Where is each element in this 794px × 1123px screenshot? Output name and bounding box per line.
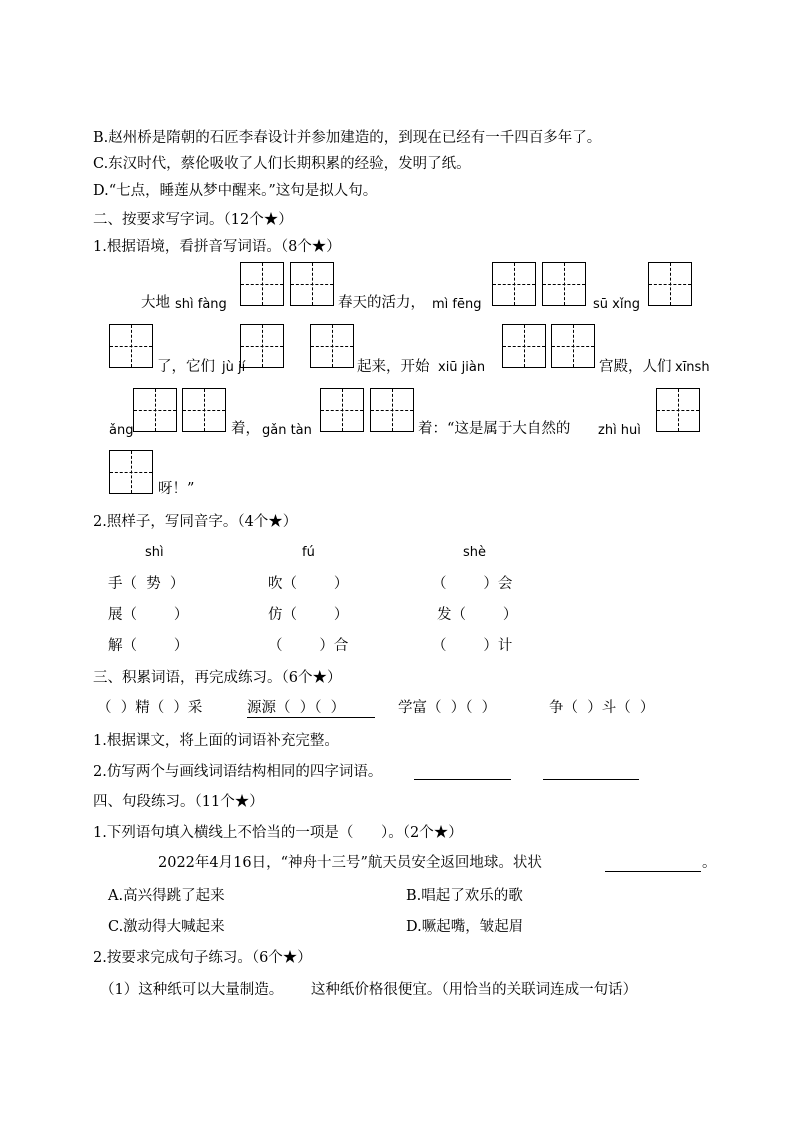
q3-2: 2.仿写两个与画线词语结构相同的四字词语。 [93, 764, 383, 780]
homophone-cell[interactable]: 发（ ） [437, 607, 518, 623]
text-zhe2: 着：“这是属于大自然的 [418, 421, 571, 437]
text-dadi: 大地 [141, 295, 170, 311]
q3-1: 1.根据课文，将上面的词语补充完整。 [93, 733, 339, 749]
idiom-4[interactable]: 争（ ）斗（ ） [549, 700, 655, 716]
idiom-1[interactable]: （ ）精（ ）采 [97, 700, 203, 716]
pinyin-suxing: sū xǐng [593, 297, 640, 312]
text-qilai: 起来，开始 [357, 359, 430, 375]
pinyin-xinsh: xīnsh [675, 360, 710, 375]
section-4-title: 四、句段练习。（11个★） [93, 794, 264, 810]
tian-box[interactable] [240, 324, 284, 368]
option-c: C.东汉时代，蔡伦吸收了人们长期积累的经验，发明了纸。 [93, 156, 471, 172]
tian-box[interactable] [290, 262, 334, 306]
idiom-2-underlined[interactable]: 源源（ ）（ ） [247, 700, 346, 716]
answer-line[interactable] [414, 779, 511, 780]
text-ya: 呀！” [158, 481, 195, 497]
pinyin-xiujian: xiū jiàn [438, 360, 486, 375]
section-2-title: 二、按要求写字词。（12个★） [93, 212, 293, 228]
option-d: D.“七点，睡莲从梦中醒来。”这句是拟人句。 [93, 183, 378, 199]
pinyin-shifang: shì fàng [175, 297, 227, 312]
tian-box[interactable] [492, 262, 536, 306]
pinyin-shi: shì [145, 545, 164, 560]
tian-box[interactable] [310, 324, 354, 368]
homophone-cell: 手（ 势 ） [108, 576, 185, 592]
q2-1-title: 1.根据语境，看拼音写词语。（8个★） [93, 239, 341, 255]
tian-box[interactable] [133, 388, 177, 432]
text-le: 了，它们 [157, 359, 215, 375]
section-3-title: 三、积累词语，再完成练习。（6个★） [93, 670, 342, 686]
text-gongdian: 宫殿，人们 [599, 359, 672, 375]
q4-1-stem: 2022年4月16日，“神舟十三号”航天员安全返回地球。状状 [158, 855, 542, 871]
idiom-underline [247, 717, 375, 718]
tian-box[interactable] [542, 262, 586, 306]
homophone-cell[interactable]: 仿（ ） [268, 607, 349, 623]
tian-box[interactable] [109, 324, 153, 368]
q2-2-title: 2.照样子，写同音字。（4个★） [93, 514, 298, 530]
choice-b[interactable]: B.唱起了欢乐的歌 [406, 888, 523, 904]
q4-1-title: 1.下列语句填入横线上不恰当的一项是（ ）。（2个★） [93, 825, 463, 841]
choice-d[interactable]: D.噘起嘴，皱起眉 [406, 919, 524, 935]
tian-box[interactable] [240, 262, 284, 306]
tian-box[interactable] [320, 388, 364, 432]
pinyin-she: shè [463, 545, 487, 560]
homophone-cell[interactable]: （ ）会 [432, 576, 513, 592]
pinyin-zhihui: zhì huì [598, 423, 641, 438]
idiom-3[interactable]: 学富（ ）（ ） [398, 700, 497, 716]
tian-box[interactable] [182, 388, 226, 432]
tian-box[interactable] [551, 324, 595, 368]
option-b: B.赵州桥是隋朝的石匠李春设计并参加建造的，到现在已经有一千四百多年了。 [93, 130, 602, 146]
q4-1-stem-end: 。 [702, 855, 717, 871]
q4-2-title: 2.按要求完成句子练习。（6个★） [93, 950, 312, 966]
answer-line[interactable] [605, 871, 701, 872]
pinyin-fu: fú [302, 545, 315, 560]
homophone-cell[interactable]: 展（ ） [108, 607, 189, 623]
q4-2-sentence-1: （1）这种纸可以大量制造。 这种纸价格很便宜。（用恰当的关联词连成一句话） [100, 982, 638, 998]
pinyin-gantan: gǎn tàn [262, 423, 312, 438]
tian-box[interactable] [648, 262, 692, 306]
pinyin-mifeng: mì fēng [432, 297, 482, 312]
tian-box[interactable] [502, 324, 546, 368]
homophone-cell[interactable]: 吹（ ） [268, 576, 349, 592]
homophone-cell[interactable]: （ ）合 [268, 638, 349, 654]
tian-box[interactable] [370, 388, 414, 432]
choice-c[interactable]: C.激动得大喊起来 [108, 919, 225, 935]
homophone-cell[interactable]: （ ）计 [432, 638, 513, 654]
tian-box[interactable] [109, 450, 153, 494]
choice-a[interactable]: A.高兴得跳了起来 [108, 888, 225, 904]
text-chuntian: 春天的活力， [338, 295, 425, 311]
answer-line[interactable] [543, 779, 639, 780]
pinyin-juji: jù jí [222, 360, 246, 375]
tian-box[interactable] [656, 388, 700, 432]
text-zhe1: 着， [231, 421, 260, 437]
homophone-cell[interactable]: 解（ ） [108, 638, 189, 654]
pinyin-ang: ǎng [109, 423, 134, 438]
